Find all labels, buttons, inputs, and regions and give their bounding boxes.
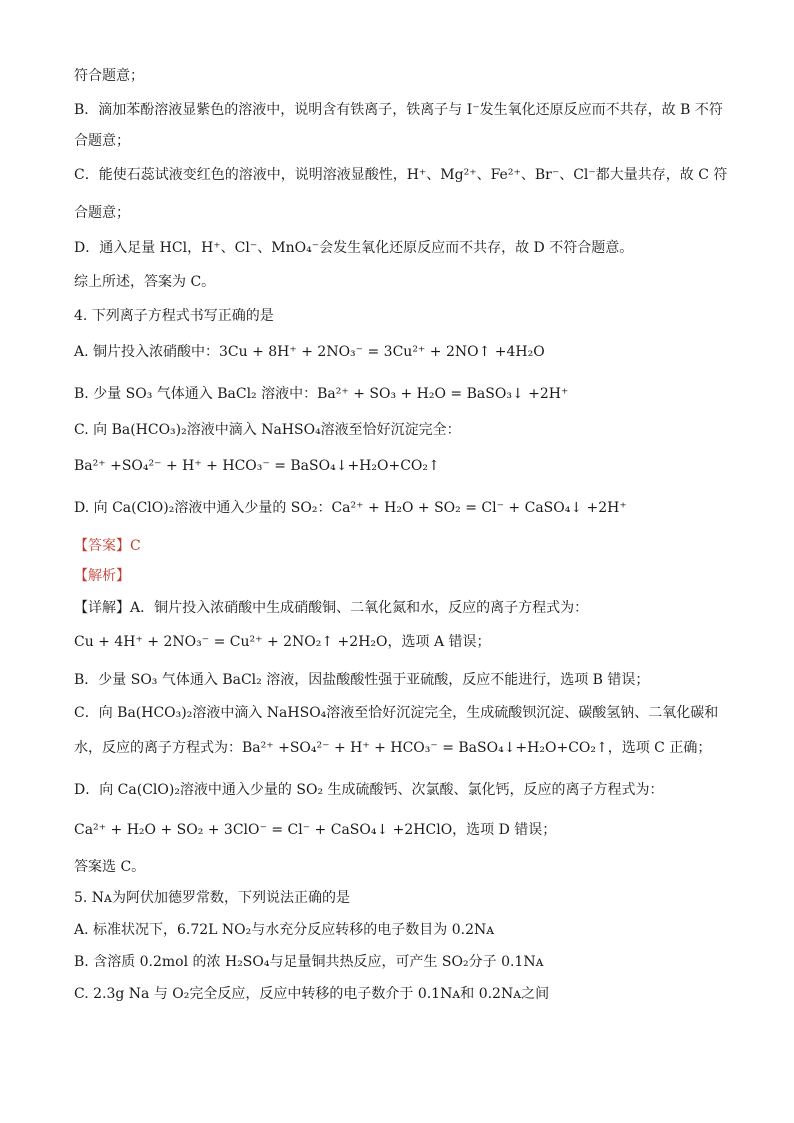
text-line: 合题意； (74, 133, 130, 149)
question-stem: 5. Nᴀ为阿伏加德罗常数，下列说法正确的是 (74, 890, 350, 906)
text-line: 综上所述，答案为 C。 (74, 274, 216, 290)
text-line: B．滴加苯酚溶液显紫色的溶液中，说明含有铁离子，铁离子与 I⁻发生氧化还原反应而不共存，故 B 不符 (74, 102, 723, 118)
question-stem: 4. 下列离子方程式书写正确的是 (74, 308, 274, 324)
option-a: A. 标准状况下，6.72L NO₂与水充分反应转移的电子数目为 0.2Nᴀ (74, 922, 495, 938)
option-c: C. 2.3g Na 与 O₂完全反应，反应中转移的电子数介于 0.1Nᴀ和 0.2Nᴀ之间 (74, 986, 550, 1002)
answer-tag: 【答案】C (74, 538, 141, 554)
option-b: B. 少量 SO₃ 气体通入 BaCl₂ 溶液中：Ba²⁺ + SO₃ + H₂O = BaSO₃↓ +2H⁺ (74, 386, 569, 402)
option-c-equation: Ba²⁺ +SO₄²⁻ + H⁺ + HCO₃⁻ = BaSO₄↓+H₂O+CO₂↑ (74, 458, 440, 474)
text-line: 符合题意； (74, 68, 144, 84)
analysis-tag: 【解析】 (74, 568, 130, 584)
text-line: 【详解】A．铜片投入浓硝酸中生成硝酸铜、二氧化氮和水，反应的离子方程式为： (74, 600, 589, 616)
text-line: 水，反应的离子方程式为：Ba²⁺ +SO₄²⁻ + H⁺ + HCO₃⁻ = BaSO₄↓+H₂O+CO₂↑，选项 C 正确； (74, 740, 712, 756)
text-line: D．通入足量 HCl，H⁺、Cl⁻、MnO₄⁻会发生氧化还原反应而不共存，故 D 不符合题意。 (74, 240, 634, 256)
text-line: D．向 Ca(ClO)₂溶液中通入少量的 SO₂ 生成硫酸钙、次氯酸、氯化钙，反应的离子方程式为： (74, 782, 664, 798)
option-b: B. 含溶质 0.2mol 的浓 H₂SO₄与足量铜共热反应，可产生 SO₂分子 0.1Nᴀ (74, 954, 544, 970)
option-d: D. 向 Ca(ClO)₂溶液中通入少量的 SO₂：Ca²⁺ + H₂O + SO₂ = Cl⁻ + CaSO₄↓ +2H⁺ (74, 500, 627, 516)
text-line: Cu + 4H⁺ + 2NO₃⁻ = Cu²⁺ + 2NO₂↑ +2H₂O，选项 A 错误； (74, 634, 491, 650)
text-line: 合题意； (74, 205, 130, 221)
text-line: C．向 Ba(HCO₃)₂溶液中滴入 NaHSO₄溶液至恰好沉淀完全，生成硫酸钡沉淀、碳酸氢钠、二氧化碳和 (74, 705, 719, 721)
text-line: 答案选 C。 (74, 859, 146, 875)
text-line: C．能使石蕊试液变红色的溶液中，说明溶液显酸性，H⁺、Mg²⁺、Fe²⁺、Br⁻、Cl⁻都大量共存，故 C 符 (74, 167, 728, 183)
text-line: B．少量 SO₃ 气体通入 BaCl₂ 溶液，因盐酸酸性强于亚硫酸，反应不能进行，选项 B 错误； (74, 672, 650, 688)
option-a: A. 铜片投入浓硝酸中：3Cu + 8H⁺ + 2NO₃⁻ = 3Cu²⁺ + 2NO↑ +4H₂O (74, 344, 545, 360)
text-line: Ca²⁺ + H₂O + SO₂ + 3ClO⁻ = Cl⁻ + CaSO₄↓ +2HClO，选项 D 错误； (74, 822, 557, 838)
option-c: C. 向 Ba(HCO₃)₂溶液中滴入 NaHSO₄溶液至恰好沉淀完全： (74, 422, 461, 438)
